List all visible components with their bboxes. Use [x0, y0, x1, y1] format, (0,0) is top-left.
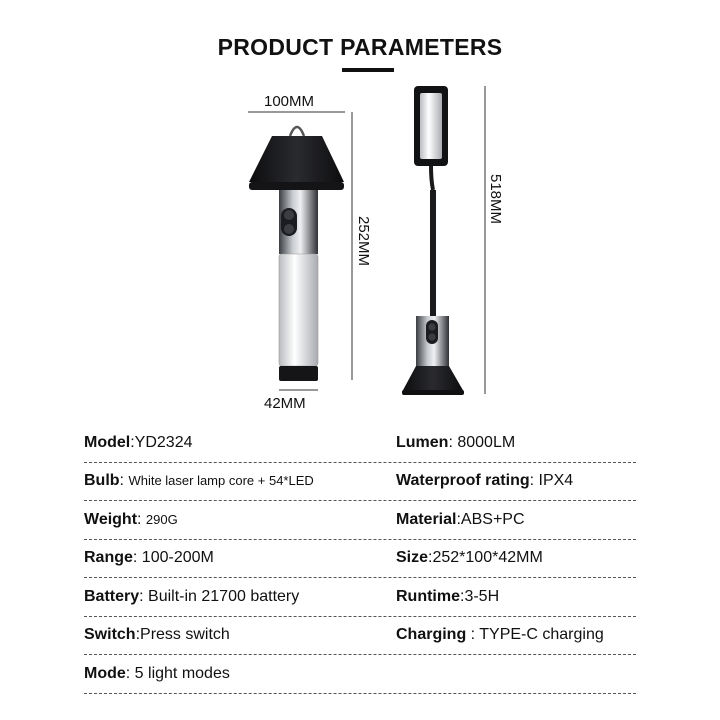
- led-tube: [279, 254, 318, 366]
- spec-row: Bulb: White laser lamp core + 54*LED Waterproof rating: IPX4: [84, 463, 636, 502]
- page-title: PRODUCT PARAMETERS: [217, 34, 503, 60]
- charging-value: TYPE-C charging: [479, 626, 604, 644]
- dimension-height-folded: 252MM: [355, 216, 372, 267]
- dimension-height-extended: 518MM: [487, 174, 504, 225]
- light-panel: [420, 93, 442, 159]
- model-value: YD2324: [134, 433, 193, 451]
- base-cap: [279, 366, 318, 381]
- mode-button-icon: [284, 224, 294, 234]
- runtime-value: 3-5H: [464, 587, 500, 605]
- spec-row: Switch:Press switch Charging : TYPE-C charging: [84, 617, 636, 656]
- spec-table: [84, 424, 636, 694]
- spec-row: Mode: 5 light modes: [84, 655, 636, 694]
- telescopic-pole: [430, 190, 436, 316]
- lantern-folded: [249, 127, 344, 381]
- battery-value: Built-in 21700 battery: [148, 587, 300, 605]
- spec-row: Range: 100-200M Size:252*100*42MM: [84, 540, 636, 579]
- range-value: 100-200M: [141, 549, 214, 567]
- material-value: ABS+PC: [460, 510, 525, 528]
- mode-value: 5 light modes: [134, 664, 230, 682]
- spec-row: Model:YD2324 Lumen: 8000LM: [84, 424, 636, 463]
- base-stand: [402, 366, 464, 392]
- lumen-value: 8000LM: [457, 433, 516, 451]
- power-button-icon: [428, 323, 435, 330]
- dimension-bottom-width: 42MM: [264, 395, 306, 412]
- waterproof-value: IPX4: [538, 472, 574, 490]
- dimension-top-width: 100MM: [264, 93, 315, 110]
- lamp-shade: [249, 136, 344, 182]
- bulb-value: White laser lamp core + 54*LED: [128, 473, 314, 489]
- switch-value: Press switch: [140, 626, 230, 644]
- size-value: 252*100*42MM: [432, 549, 543, 567]
- spec-row: Weight: 290G Material:ABS+PC: [84, 501, 636, 540]
- mode-button-icon: [428, 333, 435, 340]
- lantern-extended: [402, 86, 464, 395]
- hanging-hook: [290, 127, 304, 136]
- spec-row: Battery: Built-in 21700 battery Runtime:3-5H: [84, 578, 636, 617]
- weight-value: 290G: [145, 511, 178, 527]
- power-button-icon: [284, 210, 294, 220]
